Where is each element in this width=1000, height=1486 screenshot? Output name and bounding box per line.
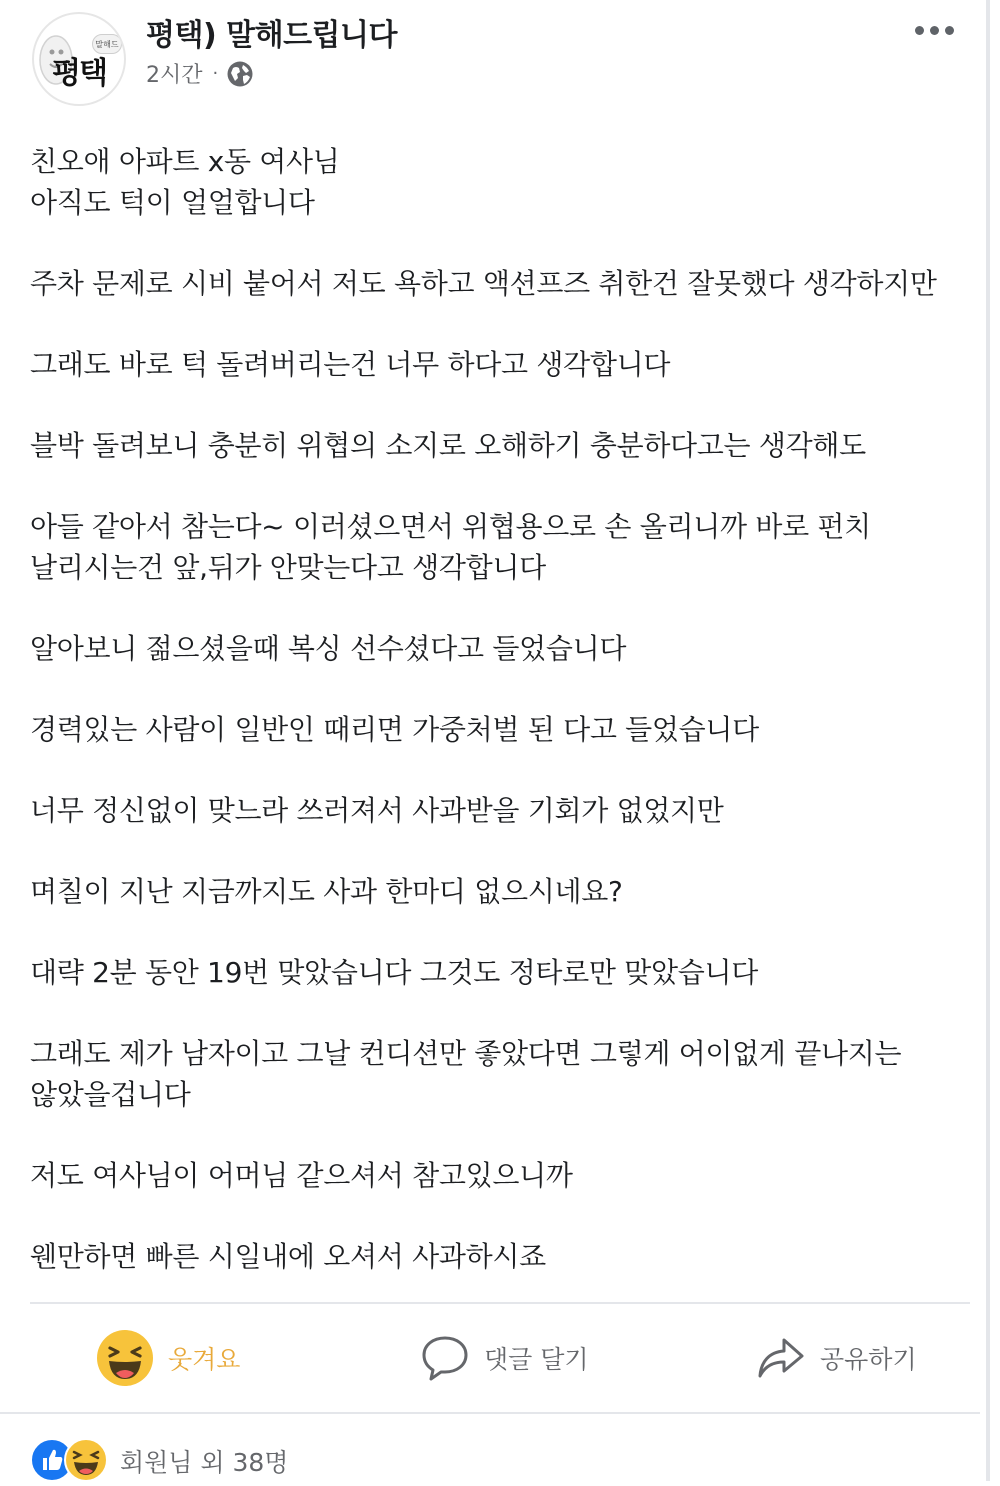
more-dot [945,26,954,35]
paragraph-gap [30,993,970,1033]
more-options-button[interactable] [906,16,962,44]
post-text-line: 너무 정신없이 맞느라 쓰러져서 사과받을 기회가 없었지만 [30,794,724,827]
post-text-line: 않았을겁니다 [30,1078,191,1111]
haha-reaction-icon [64,1438,108,1482]
share-label: 공유하기 [820,1345,917,1374]
haha-reaction-button[interactable] [96,1306,240,1410]
meta-separator: · [212,63,219,84]
post-actions-bar [0,1306,980,1410]
post-header [0,0,980,120]
avatar-brand-text: 평택 [52,56,106,91]
share-button[interactable] [756,1306,917,1410]
reaction-icons [30,1438,112,1484]
reaction-summary-text: 회원님 외 38명 [120,1448,289,1477]
post-text-line: 저도 여사님이 어머님 같으셔서 참고있으니까 [30,1159,573,1192]
haha-reaction-label: 웃겨요 [168,1345,241,1374]
right-edge-rule [986,0,990,1481]
post-text-line: 날리시는건 앞,뒤가 안맞는다고 생각합니다 [30,551,546,584]
more-dot [930,26,939,35]
globe-icon [226,60,254,88]
post-text-line: 블박 돌려보니 충분히 위협의 소지로 오해하기 충분하다고는 생각해도 [30,429,866,462]
post-text-line: 주차 문제로 시비 붙어서 저도 욕하고 액션프즈 취한건 잘못했다 생각하지만 [30,267,937,300]
comment-icon [420,1333,470,1383]
paragraph-gap [30,1115,970,1155]
post-text-line: 친오애 아파트 x동 여사님 [30,145,340,178]
post-text-line: 아직도 턱이 얼얼합니다 [30,186,315,219]
post-text [30,141,970,1277]
reaction-summary[interactable] [30,1436,288,1486]
paragraph-gap [30,912,970,952]
post-text-line: 알아보니 젊으셨을때 복싱 선수셨다고 들었습니다 [30,632,627,665]
post-text-line: 그래도 제가 남자이고 그날 컨디션만 좋았다면 그렇게 어이없게 끝나지는 [30,1037,902,1070]
paragraph-gap [30,385,970,425]
post-text-line: 웬만하면 빠른 시일내에 오셔서 사과하시죠 [30,1240,546,1273]
paragraph-gap [30,1196,970,1236]
post-text-line: 며칠이 지난 지금까지도 사과 한마디 없으시네요? [30,875,623,908]
paragraph-gap [30,466,970,506]
actions-bottom-divider [0,1412,980,1414]
paragraph-gap [30,223,970,263]
post-text-line: 아들 같아서 참는다~ 이러셨으면서 위협용으로 손 올리니까 바로 펀치 [30,510,871,543]
paragraph-gap [30,669,970,709]
comment-label: 댓글 달기 [484,1345,589,1374]
post-timestamp[interactable]: 2시간 [146,63,203,88]
share-icon [756,1333,806,1383]
page-name[interactable]: 평택) 말해드립니다 [146,18,397,53]
paragraph-gap [30,304,970,344]
page-avatar[interactable] [32,12,126,106]
post-text-line: 경력있는 사람이 일반인 때리면 가중처벌 된 다고 들었습니다 [30,713,759,746]
paragraph-gap [30,831,970,871]
post-text-line: 그래도 바로 턱 돌려버리는건 너무 하다고 생각합니다 [30,348,671,381]
avatar-badge: 말해드 [92,34,122,54]
paragraph-gap [30,750,970,790]
paragraph-gap [30,588,970,628]
more-dot [915,26,924,35]
comment-button[interactable] [420,1306,589,1410]
actions-top-divider [30,1302,970,1304]
post-meta [146,58,254,89]
post-text-line: 대략 2분 동안 19번 맞았습니다 그것도 정타로만 맞았습니다 [30,956,758,989]
haha-reaction-icon [96,1329,154,1387]
